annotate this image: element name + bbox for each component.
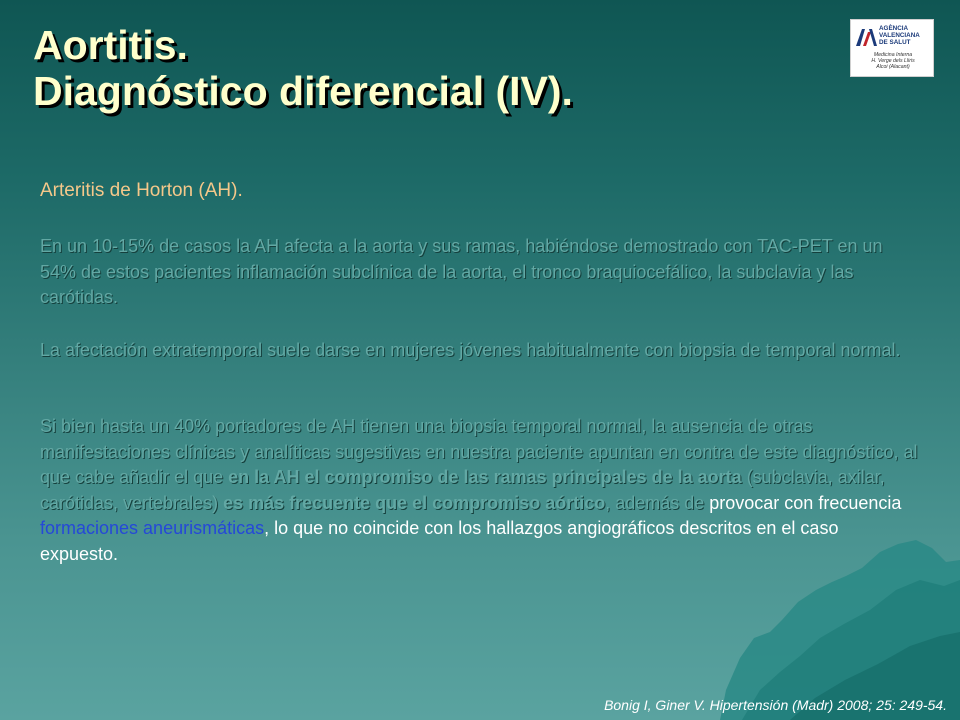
agency-logo	[850, 19, 934, 77]
agency-name-line-3: DE SALUT	[879, 39, 911, 46]
agency-name-line-1: AGÈNCIA	[879, 25, 909, 32]
agency-name-line-2: VALENCIANA	[879, 32, 920, 39]
paragraph-2: La afectación extratemporal suele darse en mujeres jóvenes habitualmente con biopsia de temporal normal.	[40, 340, 901, 360]
title-line-1: Aortitis.	[33, 22, 188, 68]
p3-text-5: provocar con frecuencia	[709, 492, 902, 513]
page-title	[33, 22, 573, 114]
p3-highlight-text: formaciones aneurismáticas	[40, 518, 265, 538]
p3-text-6: , lo que no coincide con los hallazgos angiográficos descritos en el caso expuesto.	[40, 518, 839, 564]
p3-bold-text-1: en la AH el compromiso de las ramas principales de la aorta	[228, 467, 742, 487]
p3-text-1: Si bien	[40, 416, 101, 436]
p3-text-4: , además de	[605, 492, 710, 513]
department-line-3: Alcoi (Alacant)	[876, 64, 910, 71]
department-caption	[851, 52, 935, 71]
agency-logo-icon	[855, 26, 879, 48]
section-heading: Arteritis de Horton (AH).	[40, 180, 243, 201]
p3-text-2: , la ausencia de otras manifestaciones clínicas y analíticas sugestivas en nuestra paciente apuntan en contra de este diagnóstico, al que cabe añadir el que	[40, 416, 918, 487]
citation: Bonig I, Giner V. Hipertensión (Madr) 2008; 25: 249-54.	[604, 697, 947, 713]
paragraph-1: En un 10-15% de casos la AH afecta a la aorta y sus ramas, habiéndose demostrado con TAC-PET en un 54% de estos pacientes inflamación subclínica de la aorta, el tronco braquiocefálico, la subclavia y las carótidas.	[40, 236, 883, 307]
paragraph-3	[40, 414, 920, 567]
department-line-1: Medicina Interna	[873, 52, 913, 58]
agency-name	[879, 25, 933, 46]
title-line-2: Diagnóstico diferencial (IV).	[33, 68, 573, 114]
department-line-2: H. Verge dels Lliris	[871, 58, 915, 65]
p3-underlined-text: hasta un 40% portadores de AH tienen una biopsia temporal normal	[100, 416, 642, 436]
p3-text-3: (subclavia, axilar, carótidas, vertebrales)	[40, 467, 885, 513]
p3-bold-text-2: es más frecuente que el compromiso aórtico	[223, 492, 606, 513]
mountain-decoration	[720, 540, 960, 720]
